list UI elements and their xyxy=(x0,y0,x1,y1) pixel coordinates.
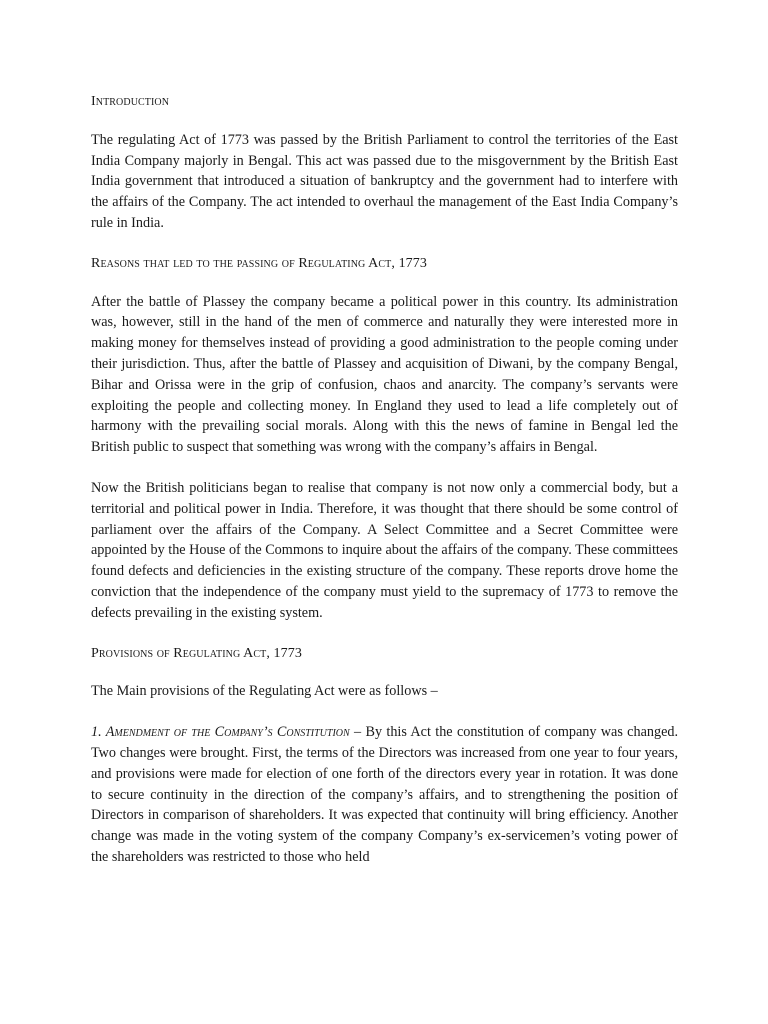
document-page xyxy=(91,92,678,888)
section-heading-reasons: Reasons that led to the passing of Regulating Act, 1773 xyxy=(91,255,427,271)
provision-item-1 xyxy=(91,722,678,868)
section-heading-introduction: Introduction xyxy=(91,94,170,109)
reasons-paragraph-2: Now the British politicians began to realise that company is not now only a commercial body, but a territorial and political power in India. Therefore, it was thought that there should be some control of parliament over the affairs of the Company. A Select Committee and a Secret Committee were appointed by the House of the Commons to inquire about the affairs of the company. These committees found defects and deficiencies in the existing structure of the company. These reports drove home the conviction that the independence of the company must yield to the supremacy of 1773 to remove the defects prevailing in the existing system. xyxy=(91,479,678,621)
introduction-paragraph: The regulating Act of 1773 was passed by the British Parliament to control the territories of the East India Company majorly in Bengal. This act was passed due to the misgovernment by the British East India government that introduced a situation of bankruptcy and the government had to interfere with the affairs of the Company. The act intended to overhaul the management of the East India Company’s rule in India. xyxy=(91,131,678,231)
provision-item-1-text: By this Act the constitution of company was changed. Two changes were brought. First, the terms of the Directors was increased from one year to four years, and provisions were made for election of one forth of the directors every year in rotation. It was done to secure continuity in the direction of the company’s affairs, and to strengthening the position of Directors in comparison of shareholders. It was expected that continuity will bring efficiency. Another change was made in the voting system of the company Company’s ex-servicemen’s voting power of the shareholders was restricted to those who held xyxy=(91,724,679,865)
section-heading-provisions: Provisions of Regulating Act, 1773 xyxy=(91,645,302,661)
reasons-paragraph-1: After the battle of Plassey the company became a political power in this country. Its administration was, however, still in the hand of the men of commerce and naturally they were interested more in making money for themselves instead of providing a good administration to the people coming under their jurisdiction. Thus, after the battle of Plassey and acquisition of Diwani, by the company Bengal, Bihar and Orissa were in the grip of confusion, chaos and anarcity. The company’s servants were exploiting the people and collecting money. In England they used to lead a life completely out of harmony with the prevailing social morals. Along with this the news of famine in Bengal led the British public to suspect that something was wrong with the company’s affairs in Bengal. xyxy=(91,293,678,456)
provisions-intro: The Main provisions of the Regulating Act were as follows – xyxy=(91,683,438,700)
provision-item-1-title: 1. Amendment of the Company’s Constitution – xyxy=(91,724,362,741)
